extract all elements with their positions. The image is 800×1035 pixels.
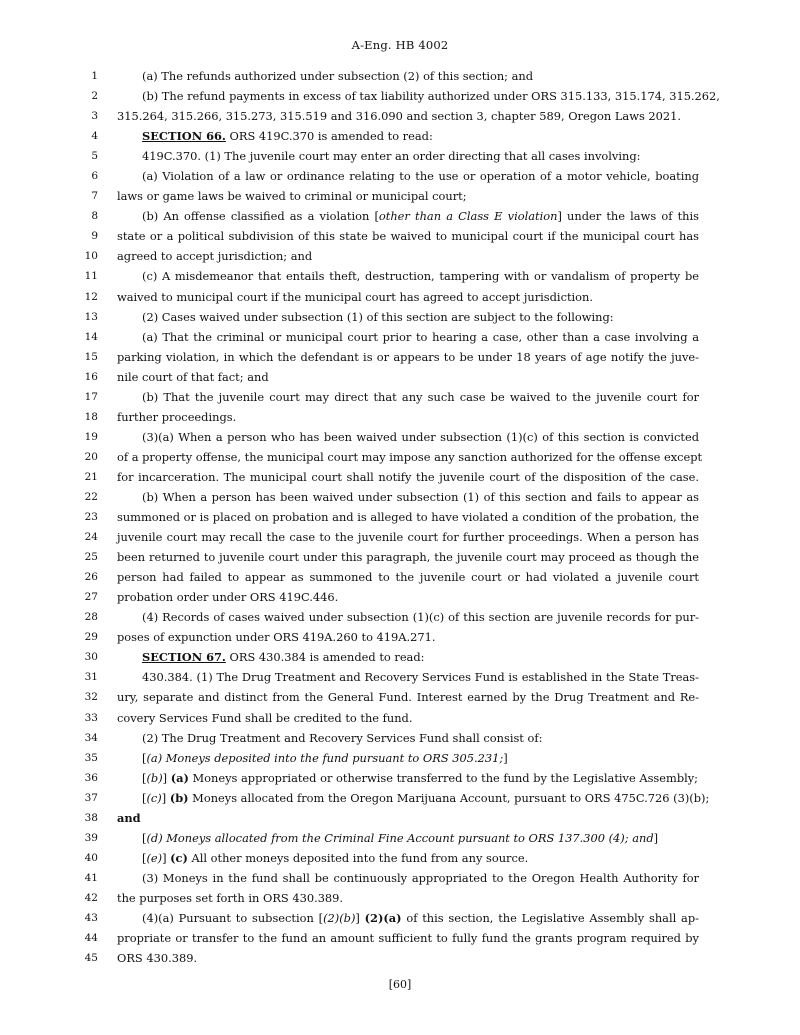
- line-number: 16: [84, 370, 98, 383]
- text-line: [0, 487, 800, 507]
- text-segment: laws or game laws be waived to criminal or municipal court;: [117, 189, 467, 204]
- text-segment: state or a political subdivision of this state be waived to municipal court if the municipal court has: [117, 229, 699, 244]
- text-segment: (c): [170, 850, 188, 865]
- text-segment: (2) The Drug Treatment and Recovery Services Fund shall consist of:: [142, 730, 543, 745]
- line-number: 35: [84, 751, 98, 764]
- line-text: [142, 647, 699, 667]
- text-segment: SECTION 66.: [142, 129, 226, 144]
- text-segment: of this section, the Legislative Assembly shall ap-: [401, 910, 699, 925]
- line-text: [142, 307, 699, 327]
- text-segment: ] under the laws of this: [557, 209, 699, 224]
- line-text: [117, 928, 699, 948]
- line-text: [142, 146, 699, 166]
- line-number: 45: [84, 952, 98, 965]
- text-segment: (a) That the criminal or municipal court prior to hearing a case, other than a case involving a: [142, 329, 699, 344]
- text-line: [0, 126, 800, 146]
- line-text: [142, 206, 699, 226]
- line-text: [142, 828, 699, 848]
- line-number: 11: [84, 270, 98, 283]
- text-segment: the purposes set forth in ORS 430.389.: [117, 890, 344, 905]
- line-text: [142, 788, 710, 808]
- text-segment: (2)(a): [364, 910, 402, 925]
- line-number: 25: [84, 551, 98, 564]
- text-line: [0, 347, 800, 367]
- text-line: [0, 467, 800, 487]
- text-line: [0, 828, 800, 848]
- text-segment: SECTION 67.: [142, 650, 226, 665]
- line-number: 21: [84, 470, 98, 483]
- text-segment: (4) Records of cases waived under subsection (1)(c) of this section are juvenile records for pur-: [142, 610, 699, 625]
- line-number: 32: [84, 691, 98, 704]
- line-text: [142, 728, 699, 748]
- text-segment: (a) The refunds authorized under subsection (2) of this section; and: [142, 69, 534, 83]
- text-segment: Moneys appropriated or otherwise transferred to the fund by the Legislative Assembly;: [188, 770, 699, 785]
- line-number: 23: [84, 511, 98, 524]
- line-text: [117, 186, 699, 206]
- line-number: 36: [84, 771, 98, 784]
- line-number: 29: [84, 631, 98, 644]
- text-line: [0, 607, 800, 627]
- line-number: 5: [91, 150, 98, 163]
- text-segment: (b) That the juvenile court may direct that any such case be waived to the juvenile court for: [142, 389, 699, 404]
- line-number: 43: [84, 911, 98, 924]
- text-segment: 315.264, 315.266, 315.273, 315.519 and 316.090 and section 3, chapter 589, Oregon Laws 2021.: [117, 109, 682, 124]
- text-line: [0, 667, 800, 687]
- line-number: 12: [84, 290, 98, 303]
- text-segment: person had failed to appear as summoned to the juvenile court or had violated a juvenile court: [117, 570, 699, 585]
- text-line: [0, 547, 800, 567]
- text-segment: [: [142, 850, 147, 865]
- text-line: [0, 507, 800, 527]
- line-text: [117, 287, 699, 307]
- line-text: [142, 868, 699, 888]
- text-segment: further proceedings.: [117, 409, 237, 424]
- text-segment: parking violation, in which the defendant is or appears to be under 18 years of age notify the juve-: [117, 349, 699, 364]
- line-number: 33: [84, 711, 98, 724]
- text-segment: summoned or is placed on probation and is alleged to have violated a condition of the probation, the: [117, 510, 699, 525]
- text-line: [0, 908, 800, 928]
- text-segment: (3)(a) When a person who has been waived under subsection (1)(c) of this section is convicted: [142, 429, 699, 444]
- text-segment: (b) When a person has been waived under subsection (1) of this section and fails to appear as: [142, 489, 699, 504]
- line-number: 40: [84, 851, 98, 864]
- line-text: [117, 687, 699, 707]
- line-number: 27: [84, 591, 98, 604]
- text-line: [0, 186, 800, 206]
- text-line: [0, 106, 800, 126]
- text-line: [0, 848, 800, 868]
- line-number: 14: [84, 330, 98, 343]
- line-number: 22: [84, 490, 98, 503]
- text-segment: (b): [146, 770, 163, 785]
- line-text: [117, 246, 699, 266]
- text-line: [0, 728, 800, 748]
- line-text: [117, 587, 699, 607]
- text-segment: probation order under ORS 419C.446.: [117, 590, 339, 605]
- text-segment: and: [117, 810, 141, 825]
- line-text: [142, 908, 699, 928]
- text-line: [0, 868, 800, 888]
- line-number: 18: [84, 410, 98, 423]
- text-segment: been returned to juvenile court under this paragraph, the juvenile court may proceed as though the: [117, 550, 699, 565]
- text-segment: (c) A misdemeanor that entails theft, destruction, tampering with or vandalism of property be: [142, 269, 699, 284]
- line-text: [142, 126, 699, 146]
- line-text: [142, 768, 699, 788]
- line-number: 42: [84, 891, 98, 904]
- text-segment: (2) Cases waived under subsection (1) of this section are subject to the following:: [142, 309, 614, 324]
- text-segment: Moneys allocated from the Oregon Marijuana Account, pursuant to ORS 475C.726 (3)(b);: [188, 790, 710, 805]
- text-segment: nile court of that fact; and: [117, 369, 269, 384]
- line-text: [117, 547, 699, 567]
- line-text: [117, 567, 699, 587]
- line-number: 20: [84, 450, 98, 463]
- text-segment: juvenile court may recall the case to the juvenile court for further proceedings. When a person has: [117, 530, 699, 545]
- line-number: 19: [84, 430, 98, 443]
- line-text: [142, 487, 699, 507]
- line-number: 37: [84, 791, 98, 804]
- text-line: [0, 888, 800, 908]
- text-segment: ORS 430.384 is amended to read:: [225, 650, 425, 665]
- text-line: [0, 788, 800, 808]
- text-segment: (a): [170, 770, 189, 785]
- line-text: [142, 266, 699, 286]
- text-line: [0, 367, 800, 387]
- text-line: [0, 246, 800, 266]
- text-segment: (b): [169, 790, 189, 805]
- line-number: 17: [84, 390, 98, 403]
- text-segment: [: [142, 830, 147, 845]
- text-segment: (3) Moneys in the fund shall be continuously appropriated to the Oregon Health Authority for: [142, 870, 699, 885]
- text-segment: ]: [653, 830, 659, 845]
- line-text: [142, 66, 699, 86]
- text-line: [0, 567, 800, 587]
- line-text: [117, 708, 699, 728]
- text-segment: 419C.370. (1) The juvenile court may enter an order directing that all cases involving:: [142, 149, 641, 164]
- line-text: [142, 848, 699, 868]
- text-line: [0, 307, 800, 327]
- text-line: [0, 748, 800, 768]
- text-segment: (e): [146, 850, 163, 865]
- line-number: 24: [84, 531, 98, 544]
- text-segment: poses of expunction under ORS 419A.260 to 419A.271.: [117, 630, 436, 645]
- text-segment: [: [142, 790, 147, 805]
- text-line: [0, 928, 800, 948]
- text-line: [0, 266, 800, 286]
- text-segment: of a property offense, the municipal court may impose any sanction authorized for the offense except: [117, 449, 703, 464]
- text-segment: (c): [146, 790, 162, 805]
- line-number: 34: [84, 731, 98, 744]
- line-text: [142, 166, 699, 186]
- line-number: 26: [84, 571, 98, 584]
- text-line: [0, 447, 800, 467]
- text-segment: (a) Moneys deposited into the fund pursuant to ORS 305.231;: [146, 750, 504, 765]
- line-number: 7: [91, 190, 98, 203]
- line-number: 9: [91, 230, 98, 243]
- line-number: 2: [91, 90, 98, 103]
- text-segment: (a) Violation of a law or ordinance relating to the use or operation of a motor vehicle, boating: [142, 169, 699, 184]
- text-segment: ]: [161, 790, 170, 805]
- text-line: [0, 527, 800, 547]
- text-line: [0, 708, 800, 728]
- text-segment: 430.384. (1) The Drug Treatment and Recovery Services Fund is established in the State Treas-: [142, 670, 699, 685]
- bill-text-body: [0, 66, 800, 968]
- text-line: [0, 166, 800, 186]
- line-text: [117, 527, 699, 547]
- text-line: [0, 948, 800, 968]
- line-number: 30: [84, 651, 98, 664]
- line-number: 31: [84, 671, 98, 684]
- text-segment: agreed to accept jurisdiction; and: [117, 249, 313, 264]
- line-text: [117, 627, 699, 647]
- line-text: [117, 467, 699, 487]
- text-line: [0, 226, 800, 246]
- text-segment: ORS 430.389.: [117, 951, 198, 966]
- line-number: 44: [84, 932, 98, 945]
- text-segment: ]: [162, 850, 171, 865]
- line-number: 6: [91, 170, 98, 183]
- line-number: 38: [84, 811, 98, 824]
- text-segment: (b) The refund payments in excess of tax liability authorized under ORS 315.133, 315.174, 315.262,: [142, 89, 720, 104]
- line-number: 3: [91, 110, 98, 123]
- line-text: [117, 948, 699, 968]
- line-text: [142, 427, 699, 447]
- line-number: 4: [91, 130, 98, 143]
- text-line: [0, 627, 800, 647]
- text-segment: covery Services Fund shall be credited to the fund.: [117, 710, 413, 725]
- text-line: [0, 66, 800, 86]
- text-line: [0, 687, 800, 707]
- line-number: 8: [91, 210, 98, 223]
- line-text: [117, 367, 699, 387]
- text-segment: propriate or transfer to the fund an amount sufficient to fully fund the grants program required by: [117, 931, 699, 946]
- line-text: [142, 327, 699, 347]
- line-number: 13: [84, 310, 98, 323]
- line-text: [142, 748, 699, 768]
- text-segment: ]: [162, 770, 171, 785]
- text-line: [0, 206, 800, 226]
- text-line: [0, 287, 800, 307]
- text-segment: for incarceration. The municipal court shall notify the juvenile court of the disposition of the case.: [117, 469, 699, 484]
- line-text: [117, 447, 703, 467]
- text-segment: ]: [355, 910, 365, 925]
- text-line: [0, 407, 800, 427]
- text-line: [0, 768, 800, 788]
- text-segment: [: [142, 750, 147, 765]
- line-text: [142, 86, 720, 106]
- line-number: 41: [84, 871, 98, 884]
- text-segment: All other moneys deposited into the fund from any source.: [187, 850, 529, 865]
- text-segment: ]: [503, 750, 508, 765]
- text-line: [0, 808, 800, 828]
- text-line: [0, 587, 800, 607]
- line-number: 39: [84, 831, 98, 844]
- line-text: [142, 667, 699, 687]
- line-number: 28: [84, 611, 98, 624]
- text-segment: (d) Moneys allocated from the Criminal Fine Account pursuant to ORS 137.300 (4); and: [146, 830, 654, 845]
- text-line: [0, 327, 800, 347]
- document-header: A-Eng. HB 4002: [351, 38, 449, 52]
- line-text: [142, 387, 699, 407]
- line-text: [117, 808, 699, 828]
- text-segment: other than a Class E violation: [378, 209, 558, 224]
- line-number: 1: [91, 70, 98, 82]
- line-text: [117, 888, 699, 908]
- text-segment: (4)(a) Pursuant to subsection [: [142, 910, 324, 925]
- text-segment: ORS 419C.370 is amended to read:: [225, 129, 433, 144]
- line-text: [117, 507, 699, 527]
- text-segment: (b) An offense classified as a violation [: [142, 209, 379, 224]
- text-segment: ury, separate and distinct from the General Fund. Interest earned by the Drug Treatment and Re-: [117, 690, 699, 705]
- text-line: [0, 427, 800, 447]
- line-number: 15: [84, 350, 98, 363]
- text-line: [0, 146, 800, 166]
- line-text: [117, 347, 699, 367]
- page-number: [60]: [388, 978, 412, 991]
- line-text: [117, 226, 699, 246]
- text-line: [0, 387, 800, 407]
- text-line: [0, 647, 800, 667]
- line-text: [142, 607, 699, 627]
- text-segment: waived to municipal court if the municipal court has agreed to accept jurisdiction.: [117, 289, 593, 304]
- text-segment: [: [142, 770, 147, 785]
- text-line: [0, 86, 800, 106]
- text-segment: (2)(b): [323, 910, 356, 925]
- line-text: [117, 407, 699, 427]
- line-text: [117, 106, 699, 126]
- line-number: 10: [84, 250, 98, 263]
